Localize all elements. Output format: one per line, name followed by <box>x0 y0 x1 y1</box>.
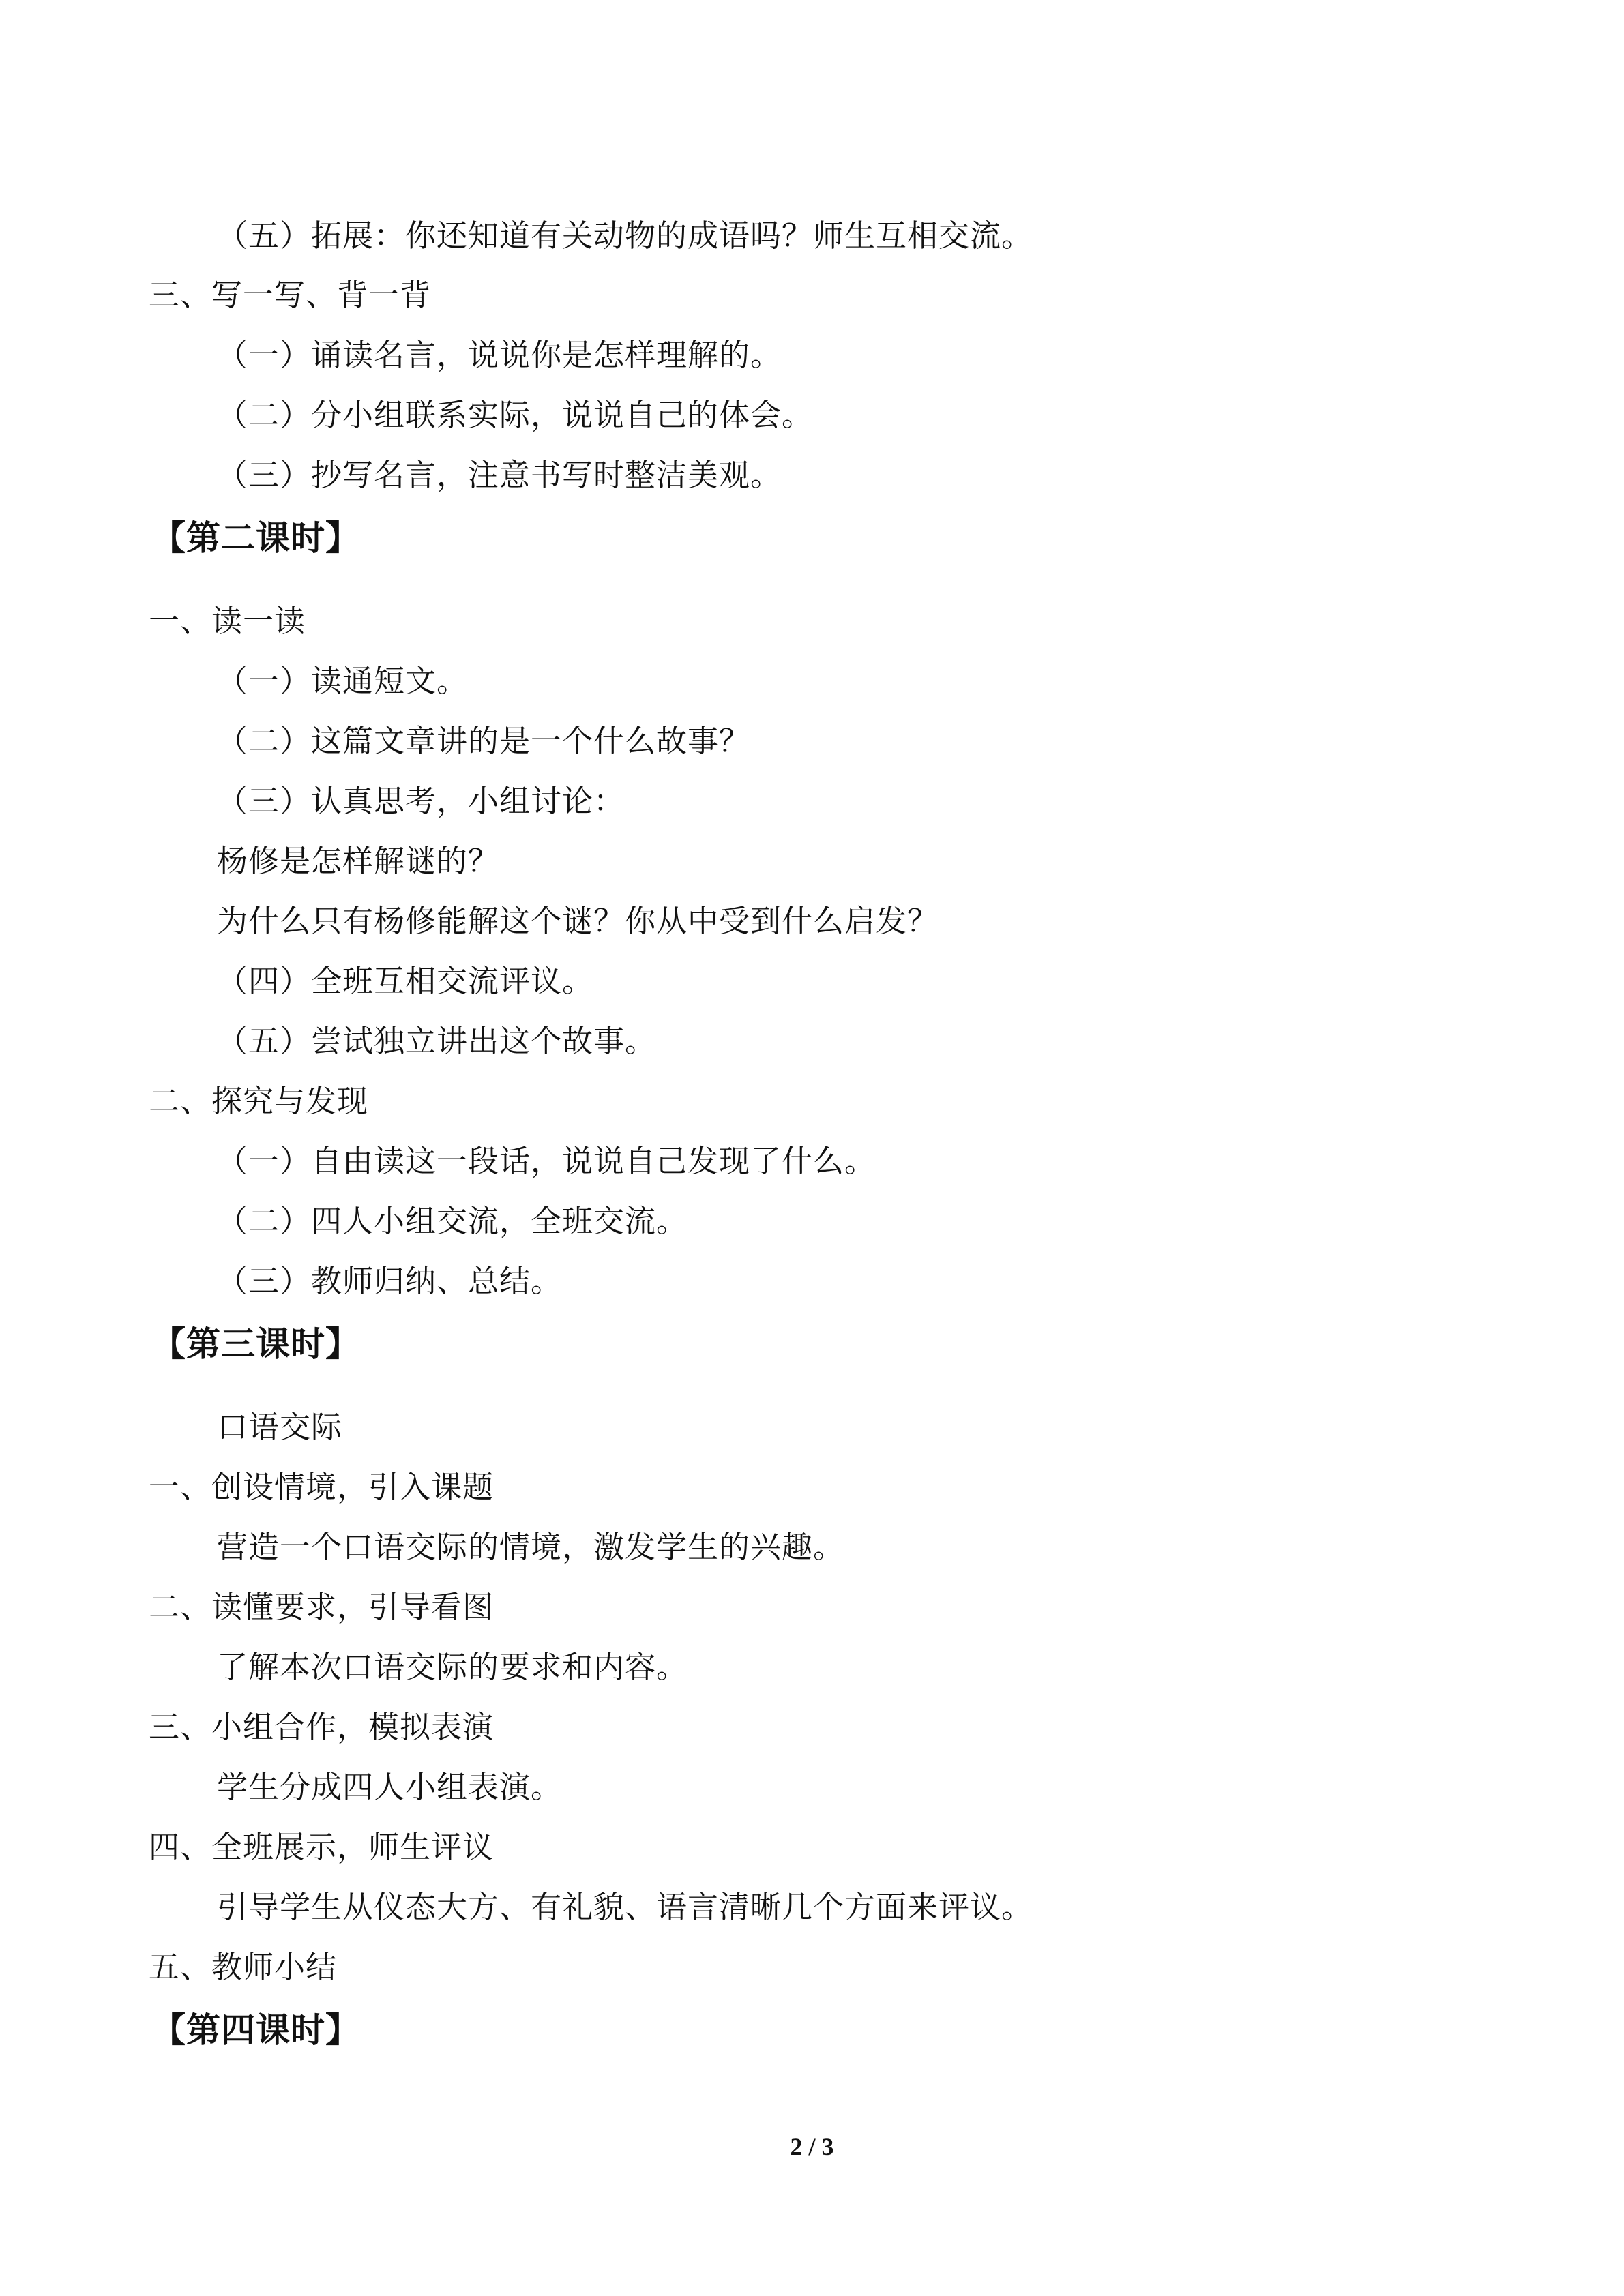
text-line: 引导学生从仪态大方、有礼貌、语言清晰几个方面来评议。 <box>217 1889 1033 1925</box>
lesson-heading: 【第四课时】 <box>151 2010 360 2050</box>
text-line: （一）诵读名言，说说你是怎样理解的。 <box>217 337 782 373</box>
text-line: （三）教师归纳、总结。 <box>217 1263 563 1299</box>
text-line: （四）全班互相交流评议。 <box>217 963 594 999</box>
text-line: （一）读通短文。 <box>217 663 469 699</box>
page-number: 2 / 3 <box>790 2133 834 2160</box>
text-line: 杨修是怎样解谜的？ <box>217 843 500 879</box>
text-line: （五）拓展：你还知道有关动物的成语吗？师生互相交流。 <box>217 218 1033 254</box>
text-line: （三）抄写名言，注意书写时整洁美观。 <box>217 457 782 493</box>
text-line: 营造一个口语交际的情境，激发学生的兴趣。 <box>217 1529 845 1565</box>
text-line: 口语交际 <box>217 1409 343 1445</box>
section-heading: 五、教师小结 <box>149 1949 338 1985</box>
text-line: 为什么只有杨修能解这个谜？你从中受到什么启发？ <box>217 903 939 939</box>
section-heading: 三、小组合作，模拟表演 <box>149 1709 494 1745</box>
section-heading: 二、读懂要求，引导看图 <box>149 1589 494 1625</box>
text-line: （二）分小组联系实际，说说自己的体会。 <box>217 397 814 433</box>
section-heading: 二、探究与发现 <box>149 1083 369 1119</box>
section-heading: 三、写一写、背一背 <box>149 277 432 313</box>
lesson-heading: 【第二课时】 <box>151 518 360 558</box>
section-heading: 一、创设情境，引入课题 <box>149 1469 494 1505</box>
section-heading: 一、读一读 <box>149 603 306 639</box>
text-line: 了解本次口语交际的要求和内容。 <box>217 1649 688 1685</box>
text-line: （三）认真思考，小组讨论： <box>217 783 625 819</box>
text-line: 学生分成四人小组表演。 <box>217 1769 563 1805</box>
text-line: （二）这篇文章讲的是一个什么故事？ <box>217 723 751 759</box>
text-line: （一）自由读这一段话，说说自己发现了什么。 <box>217 1143 876 1179</box>
lesson-heading: 【第三课时】 <box>151 1324 360 1364</box>
section-heading: 四、全班展示，师生评议 <box>149 1829 494 1865</box>
text-line: （五）尝试独立讲出这个故事。 <box>217 1023 657 1059</box>
text-line: （二）四人小组交流，全班交流。 <box>217 1203 688 1239</box>
